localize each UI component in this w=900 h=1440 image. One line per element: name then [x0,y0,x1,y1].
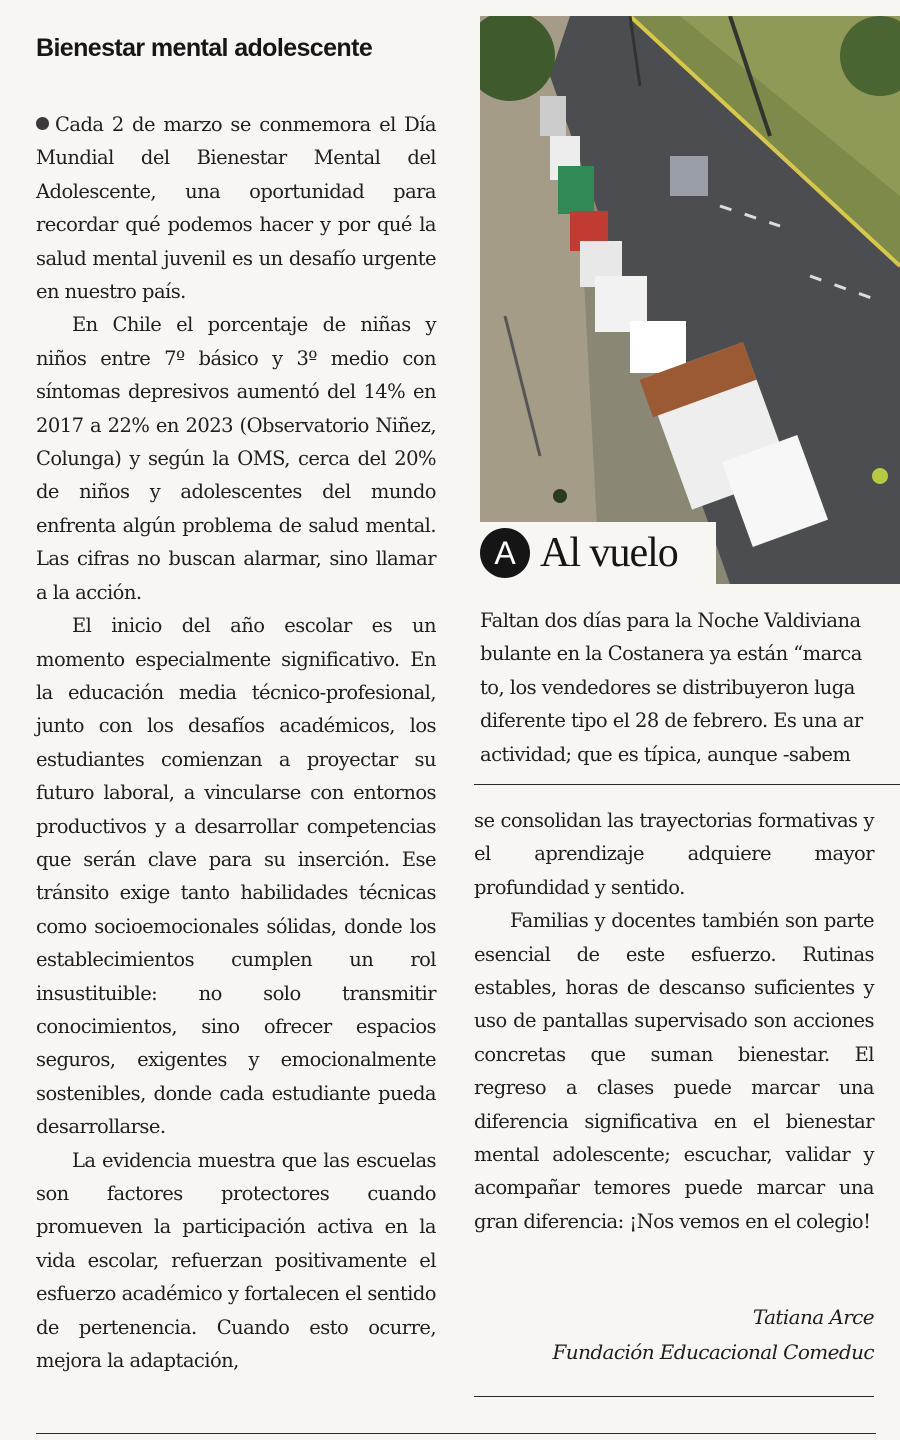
photo-caption [480,604,900,771]
article-paragraph: Cada 2 de marzo se conmemora el Día Mundial del Bienestar Mental del Adolescente, una oportunidad para recordar qué podemos hacer y por qué la salud mental juvenil es un desafío urgente en nuestro país. [36,113,436,304]
caption-line: to, los vendedores se distribuyeron luga [480,675,855,699]
section-label [480,522,716,584]
caption-line: diferente tipo el 28 de febrero. Es una ar [480,709,863,733]
author-name: Tatiana Arce [752,1305,874,1329]
caption-line: Faltan dos días para la Noche Valdiviana [480,609,861,632]
article-title: Bienestar mental adolescente [36,34,373,62]
author-organization: Fundación Educacional Comeduc [552,1340,874,1364]
article-continuation [474,804,874,1238]
street-photo [480,16,900,584]
bullet-icon [36,117,49,130]
page-bottom-rule [36,1433,876,1434]
article-paragraph: La evidencia muestra que las escuelas son factores protectores cuando promueven la participación activa en la vida escolar, refuerzan positivamente el esfuerzo académico y fortalecen el sentido de pertenencia. Cuando esto ocurre, mejora la adaptación, [36,1148,436,1373]
section-label-text: Al vuelo [540,530,678,576]
article-paragraph: En Chile el porcentaje de niñas y niños entre 7º básico y 3º medio con síntomas depresivos aumentó del 14% en 2017 a 22% en 2023 (Observatorio Niñez, Colunga) y según la OMS, cerca del 20% de niños y adolescentes del mundo enfrenta algún problema de salud mental. Las cifras no buscan alarmar, sino llamar a la acción. [36,313,436,604]
section-badge: A [480,528,530,578]
caption-divider [474,784,900,785]
article-body [36,108,436,1377]
street-photo-image [480,16,900,584]
caption-line: actividad; que es típica, aunque -sabem [480,742,851,766]
signature-divider [474,1396,874,1397]
article-paragraph: Familias y docentes también son parte esencial de este esfuerzo. Rutinas estables, horas de descanso suficientes y uso de pantallas supervisado son acciones concretas que suman bienestar. El regreso a clases puede marcar una diferencia significativa en el bienestar mental adolescente; escuchar, validar y acompañar temores puede marcar una gran diferencia: ¡Nos vemos en el colegio! [474,909,874,1233]
article-paragraph: se consolidan las trayectorias formativas y el aprendizaje adquiere mayor profundidad y sentido. [474,809,874,899]
article-paragraph: El inicio del año escolar es un momento especialmente significativo. En la educación media técnico-profesional, junto con los desafíos académicos, los estudiantes comienzan a proyectar su futuro laboral, a vincularse con entornos productivos y a desarrollar competencias que serán clave para su inserción. Ese tránsito exige tanto habilidades técnicas como socioemocionales sólidas, donde los establecimientos cumplen un rol insustituible: no solo transmitir conocimientos, sino ofrecer espacios seguros, exigentes y emocionalmente sostenibles, donde cada estudiante pueda desarrollarse. [36,614,436,1139]
caption-line: bulante en la Costanera ya están “marca [480,642,862,666]
